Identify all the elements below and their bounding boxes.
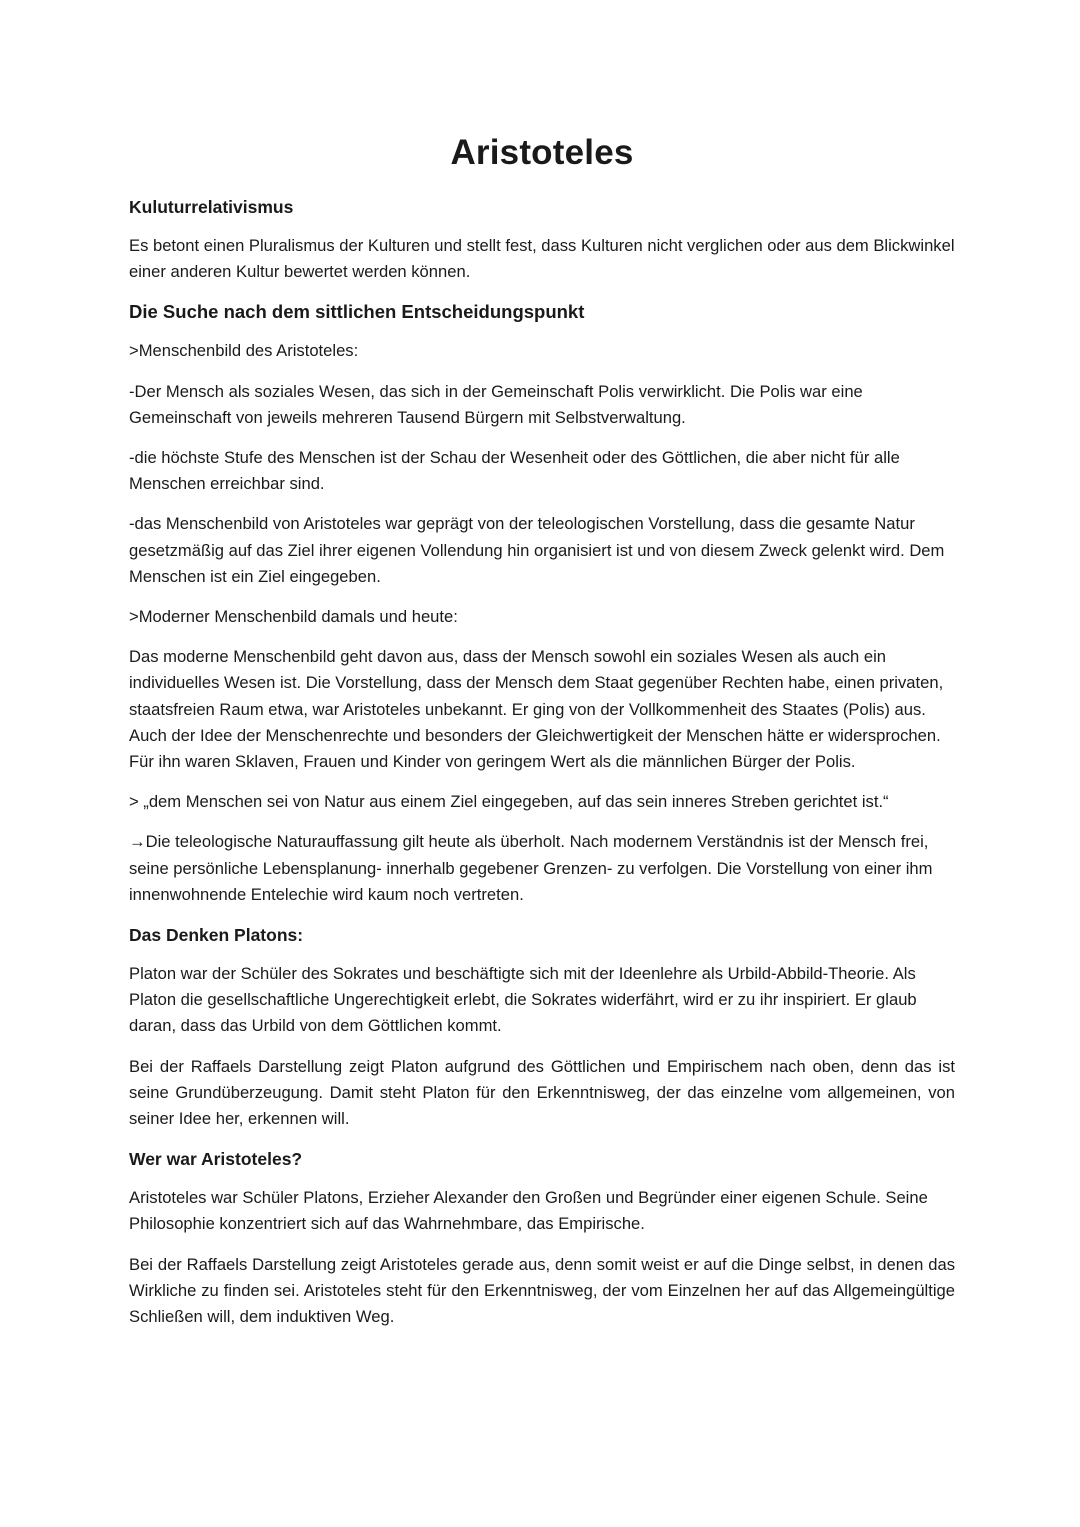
heading-wer-war-aristoteles: Wer war Aristoteles? [129, 1149, 303, 1170]
paragraph-kulturrelativismus: Es betont einen Pluralismus der Kulturen und stellt fest, dass Kulturen nicht verglichen oder aus dem Blickwinkel einer anderen Kultur bewertet werden können. [129, 236, 955, 282]
paragraph-hoechste-stufe: -die höchste Stufe des Menschen ist der Schau der Wesenheit oder des Göttlichen, die aber nicht für alle Menschen erreichbar sind. [129, 448, 900, 494]
subheading-menschenbild-aristoteles: >Menschenbild des Aristoteles: [129, 341, 359, 361]
document-page [129, 128, 955, 1344]
page-title: Aristoteles [450, 133, 634, 172]
paragraph-platon-schueler: Platon war der Schüler des Sokrates und beschäftigte sich mit der Ideenlehre als Urbild-Abbild-Theorie. Als Platon die gesellschaftliche Ungerechtigkeit erlebt, die Sokrates widerfährt, wird er zu ihr inspiriert. Er glaub daran, dass das Urbild von dem Göttlichen kommt. [129, 964, 917, 1036]
subheading-moderner-menschenbild: >Moderner Menschenbild damals und heute: [129, 607, 458, 627]
paragraph-naturauffassung [129, 829, 955, 908]
quote-ziel-eingegeben: > „dem Menschen sei von Natur aus einem Ziel eingegeben, auf das sein inneres Streben gerichtet ist.“ [129, 792, 889, 812]
paragraph-teleologisch: -das Menschenbild von Aristoteles war geprägt von der teleologischen Vorstellung, dass die gesamte Natur gesetzmäßig auf das Ziel ihrer eigenen Vollendung hin organisiert ist und von diesem Zweck gelenkt wird. Dem Menschen ist ein Ziel eingegeben. [129, 514, 945, 586]
paragraph-aristoteles-raffael: Bei der Raffaels Darstellung zeigt Aristoteles gerade aus, denn somit weist er auf die Dinge selbst, in denen das Wirkliche zu finden sei. Aristoteles steht für den Erkenntnisweg, der vom Einzelnen her auf das Allgemeingültige Schließen will, dem induktiven Weg. [129, 1254, 955, 1327]
heading-denken-platons: Das Denken Platons: [129, 925, 304, 946]
heading-entscheidungspunkt: Die Suche nach dem sittlichen Entscheidungspunkt [129, 301, 585, 323]
paragraph-platon-raffael: Bei der Raffaels Darstellung zeigt Platon aufgrund des Göttlichen und Empirischem nach oben, denn das ist seine Grundüberzeugung. Damit steht Platon für den Erkenntnisweg, der das einzelne vom allgemeinen, von seiner Idee her, erkennen will. [129, 1056, 955, 1129]
paragraph-modernes-menschenbild: Das moderne Menschenbild geht davon aus, dass der Mensch sowohl ein soziales Wesen als auch ein individuelles Wesen ist. Die Vorstellung, dass der Mensch dem Staat gegenüber Rechten habe, einen privaten, staatsfreien Raum etwa, war Aristoteles unbekannt. Er ging von der Vollkommenheit des Staates (Polis) aus. Auch der Idee der Menschenrechte und besonders der Gleichwertigkeit der Menschen hätte er widersprochen. Für ihn waren Sklaven, Frauen und Kinder von geringem Wert als die männlichen Bürger der Polis. [129, 647, 944, 772]
paragraph-soziales-wesen: -Der Mensch als soziales Wesen, das sich in der Gemeinschaft Polis verwirklicht. Die Polis war eine Gemeinschaft von jeweils mehreren Tausend Bürgern mit Selbstverwaltung. [129, 381, 863, 427]
paragraph-aristoteles-schueler: Aristoteles war Schüler Platons, Erzieher Alexander den Großen und Begründer einer eigenen Schule. Seine Philosophie konzentriert sich auf das Wahrnehmbare, das Empirische. [129, 1188, 928, 1234]
heading-kulturrelativismus: Kuluturrelativismus [129, 197, 294, 217]
paragraph-naturauffassung-text: Die teleologische Naturauffassung gilt heute als überholt. Nach modernem Verständnis ist der Mensch frei, seine persönliche Lebensplanung- innerhalb gegebener Grenzen- zu verfolgen. Die Vorstellung von einer ihm innenwohnende Entelechie wird kaum noch vertreten. [129, 832, 933, 904]
arrow-right-icon: → [129, 832, 146, 852]
